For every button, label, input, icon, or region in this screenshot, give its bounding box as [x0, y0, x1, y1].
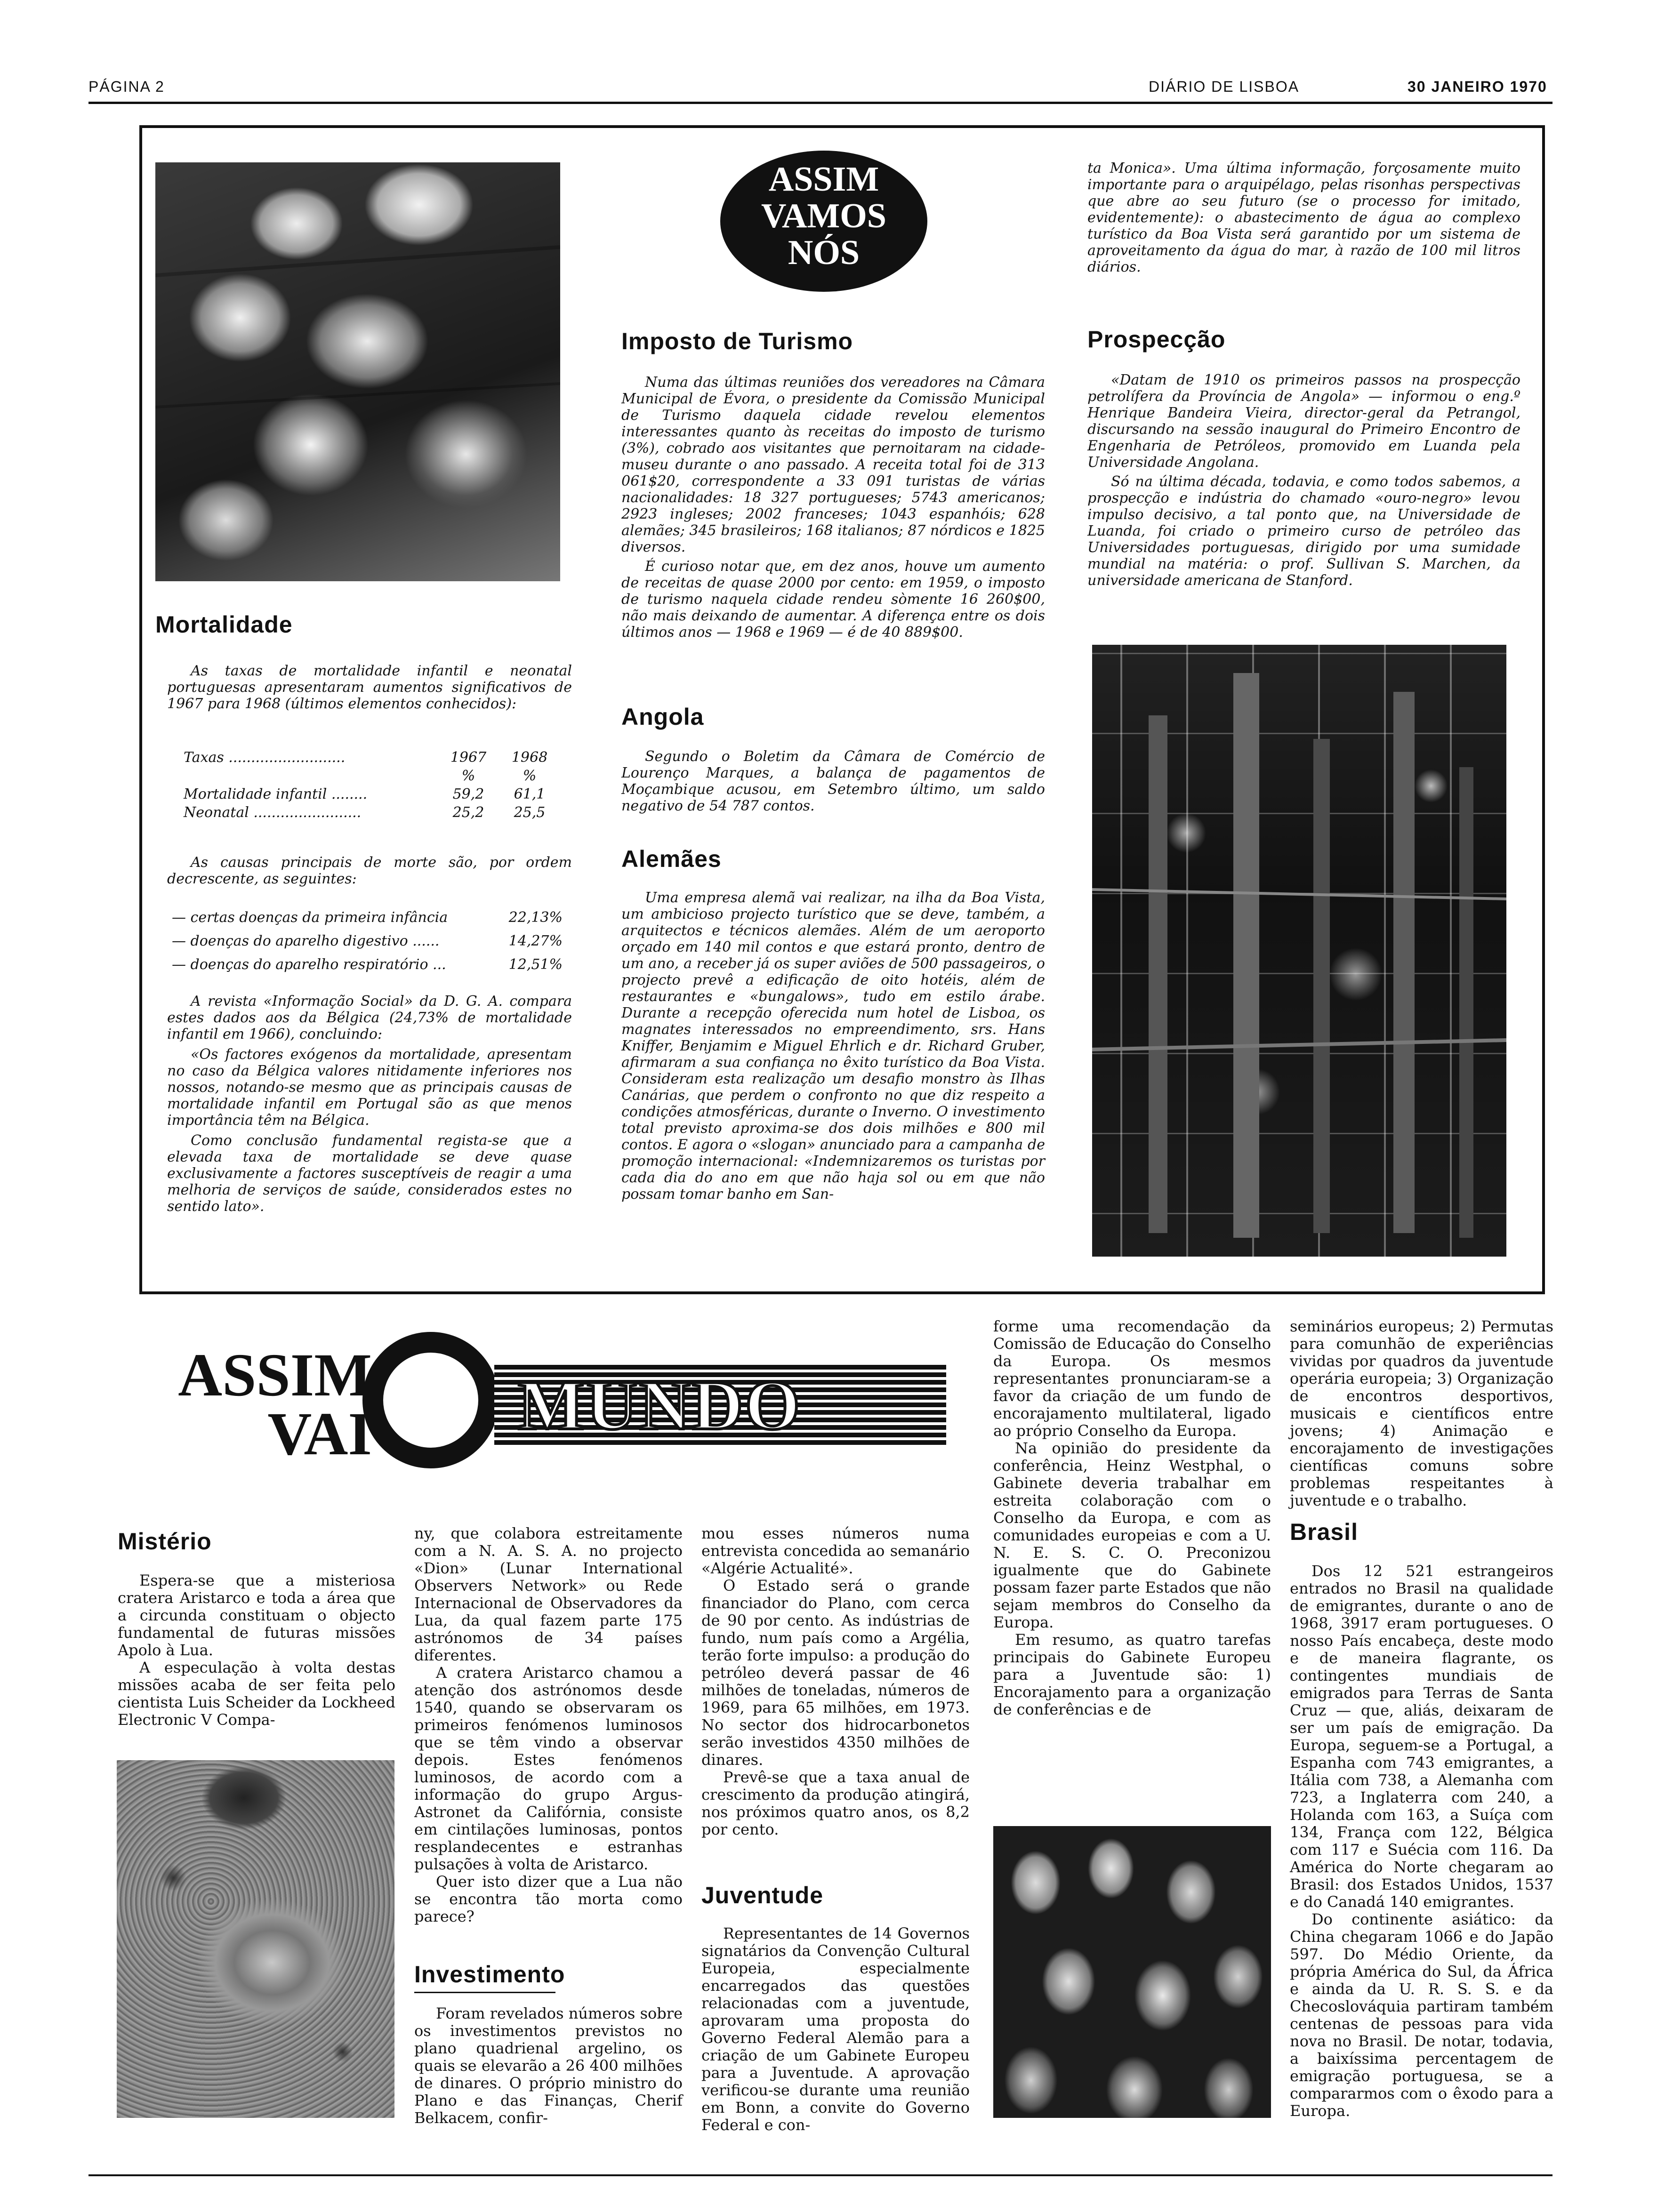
table-label: Taxas ..........................: [184, 749, 346, 766]
table-row-label: Mortalidade infantil ........: [184, 786, 368, 802]
cause-label: — certas doenças da primeira infância: [172, 909, 448, 926]
cause-value: 12,51%: [508, 956, 563, 973]
table-col-1967: 1967: [450, 749, 487, 766]
juventude-body: Representantes de 14 Governos signatários da Convenção Cultural Europeia, especialmente encarregados das questões relacionadas com a juventude, aprovaram uma proposta do Governo Federal Alemão para a criação de um Gabinete Europeu para a Juventude. A aprovação verificou-se durante uma reunião em Bonn, a convite do Governo Federal e con-: [701, 1924, 970, 2134]
refinery-photo: [1092, 645, 1506, 1257]
assim-vamos-nos-logo: ASSIM VAMOS NÓS: [720, 151, 927, 292]
mortalidade-title: Mortalidade: [155, 611, 293, 638]
cause-label: — doenças do aparelho respiratório ...: [172, 956, 446, 973]
juventude-title: Juventude: [701, 1882, 824, 1908]
angola-title: Angola: [621, 704, 704, 730]
santa-monica-text: ta Monica». Uma última informação, forçosamente muito importante para o arquipélago, pelas risonhas perspectivas que abre ao seu futuro (se o processo for imitado, evidentemente): o abastecimento de água ao complexo turístico da Boa Vista será garantido por um sistema de aproveitamento da água do mar, à razão de 100 mil litros diários.: [1087, 160, 1520, 275]
misterio-body: Espera-se que a misteriosa cratera Aristarco e toda a área que a circunda constituam o objecto fundamental de futuras missões Apolo à Lua. A especulação à volta destas missões acaba de ser feita pelo cientista Luis Scheider da Lockheed Electronic V Compa-: [118, 1571, 395, 1729]
list-item: [172, 906, 563, 930]
mortality-table: [184, 748, 560, 822]
causes-list: [172, 906, 563, 977]
table-row-label: Neonatal ........................: [184, 804, 362, 821]
col-b5-body: seminários europeus; 2) Permutas para comunhão de experiências vividas por quadros da juventude operária europeia; 3) Organização de encontros desportivos, musicais e científicos entre jovens; 4) Animação e encorajamento de investigações científicas comuns sobre problemas respeitantes à juventude e o trabalho.: [1290, 1317, 1553, 1509]
newspaper-name: DIÁRIO DE LISBOA: [1149, 78, 1300, 95]
table-cell: 59,2: [452, 786, 484, 802]
list-item: [172, 930, 563, 953]
cause-label: — doenças do aparelho digestivo ......: [172, 933, 440, 949]
brasil-title: Brasil: [1290, 1519, 1358, 1545]
alemaes-title: Alemães: [621, 846, 722, 872]
prospeccao-title: Prospecção: [1087, 326, 1226, 353]
table-row: [184, 785, 560, 803]
table-col-1968: 1968: [511, 749, 548, 766]
causes-intro: As causas principais de morte são, por ordem decrescente, as seguintes:: [167, 854, 572, 887]
list-item: [172, 953, 563, 977]
logo-assim: ASSIM: [178, 1341, 372, 1409]
page-number: PÁGINA 2: [88, 78, 165, 95]
assim-vai-o-mundo-logo: [127, 1332, 956, 1487]
cause-value: 22,13%: [508, 909, 563, 926]
alemaes-body: Uma empresa alemã vai realizar, na ilha da Boa Vista, um ambicioso projecto turístico que se deve, também, a arquitectos e técnicos alemães. Além de um aeroporto orçado em 140 mil contos e que estará pronto, dentro de um ano, a receber já os super aviões de 500 passageiros, o projecto prevê a edificação de oito hotéis, além de restaurantes e «bungalows», tudo em estilo árabe. Durante a recepção oferecida num hotel de Lisboa, os magnates interessados no empreendimento, srs. Hans Kniffer, Benjamim e Miguel Ehrlich e dr. Richard Gruber, afirmaram a sua confiança no êxito turístico da Boa Vista. Consideram esta realização um desafio monstro às Ilhas Canárias, que perdem o confronto no que diz respeito a condições atmosféricas, durante o Inverno. O investimento total previsto aproxima-se dos dois milhões e 800 mil contos. E agora o «slogan» anunciado para a campanha de promoção internacional: «Indemnizaremos os turistas por cada dia do ano em que não haja sol ou em que não possam tomar banho em San-: [621, 890, 1045, 1202]
header-rule: [88, 102, 1552, 104]
investimento-body: Foram revelados números sobre os investimentos previstos no plano quadrienal argelino, os quais se elevarão a 26 400 milhões de dinares. O próprio ministro do Plano e das Finanças, Cherif Belkacem, confir-: [414, 2004, 683, 2127]
table-pct-1968: %: [523, 768, 537, 784]
babies-photo: [155, 162, 560, 581]
cause-value: 14,27%: [508, 933, 563, 949]
logo-mundo: MUNDO: [518, 1366, 802, 1444]
imposto-body: Numa das últimas reuniões dos vereadores na Câmara Municipal de Évora, o presidente da Comissão Municipal de Turismo daquela cidade revelou elementos interessantes quanto às receitas do imposto de turismo (3%), cobrado aos visitantes que pernoitaram na cidade-museu durante o ano passado. A receita total foi de 313 061$20, correspondente a 33 091 turistas de várias nacionalidades: 18 327 portugueses; 5743 americanos; 2923 ingleses; 2002 franceses; 1043 espanhóis; 628 alemães; 345 brasileiros; 168 italianos; 87 nórdicos e 1825 diversos. É curioso notar que, em dez anos, houve um aumento de receitas de quase 2000 por cento: em 1959, o imposto de turismo naquela cidade rendeu sòmente 16 260$00, não mais deixando de aumentar. A diferença entre os dois últimos anos — 1968 e 1969 — é de 40 889$00.: [621, 374, 1045, 641]
young-people-crowd-photo: [993, 1826, 1271, 2118]
mortalidade-intro: As taxas de mortalidade infantil e neonatal portuguesas apresentaram aumentos significativos de 1967 para 1968 (últimos elementos conhecidos):: [167, 663, 572, 712]
brasil-body: Dos 12 521 estrangeiros entrados no Brasil na qualidade de emigrantes, durante o ano de 1968, 3917 eram portugueses. O nosso País encabeça, deste modo e de maneira flagrante, os contingentes mundiais de emigrados para Terras de Santa Cruz — que, aliás, deixaram de ser um país de emigração. Da Europa, seguem-se a Portugal, a Espanha com 743 emigrantes, a Itália com 738, a Alemanha com 723, a Inglaterra com 240, a Holanda com 163, a Suíça com 134, França com 122, Bélgica com 117 e Suécia com 116. Da América do Norte chegaram ao Brasil: dos Estados Unidos, 1537 e do Canadá 140 emigrantes. Do continente asiático: da China chegaram 1066 e do Japão 597. Do Médio Oriente, da própria América do Sul, da África e ainda da U. R. S. S. e da Checoslováquia partiram também centenas de pessoas para vida nova no Brasil. De notar, todavia, a baixíssima percentagem de emigração portuguesa, se a compararmos com o êxodo para a Europa.: [1290, 1562, 1553, 2120]
table-pct-1967: %: [461, 768, 475, 784]
table-cell: 25,5: [514, 804, 546, 821]
col-b2-body: ny, que colabora estreitamente com a N. A. S. A. no projecto «Dion» (Lunar International Observers Network» ou Rede Internacional de Observadores da Lua, da qual fazem parte 175 astrónomos de 34 países diferentes. A cratera Aristarco chamou a atenção dos astrónomos desde 1540, quando se observaram os primeiros fenómenos luminosos que se têm vindo a observar depois. Estes fenómenos luminosos, de acordo com a informação do grupo Argus-Astronet da Califórnia, consiste em cintilações luminosas, pontos resplandecentes e estranhas pulsações à volta de Aristarco. Quer isto dizer que a Lua não se encontra tão morta como parece?: [414, 1524, 683, 1925]
logo-o-ring: [362, 1332, 499, 1468]
footer-rule: [88, 2174, 1552, 2176]
investimento-underline: [414, 1992, 555, 1993]
angola-body: Segundo o Boletim da Câmara de Comércio de Lourenço Marques, a balança de pagamentos de Moçambique acusou, em Setembro último, um saldo negativo de 54 787 contos.: [621, 748, 1045, 814]
col-b3-body: mou esses números numa entrevista concedida ao semanário «Algérie Actualité». O Estado será o grande financiador do Plano, com cerca de 90 por cento. As indústrias de fundo, num país como a Argélia, terão forte impulso: a produção do petróleo deverá passar de 46 milhões de toneladas, números de 1969, para 65 milhões, em 1973. No sector dos hidrocarbonetos serão investidos 4350 milhões de dinares. Prevê-se que a taxa anual de crescimento da produção atingirá, nos próximos quatro anos, os 8,2 por cento.: [701, 1524, 970, 1838]
investimento-title: Investimento: [414, 1961, 565, 1988]
imposto-title: Imposto de Turismo: [621, 328, 853, 354]
table-row: [184, 803, 560, 822]
prospeccao-body: «Datam de 1910 os primeiros passos na prospecção petrolífera da Província de Angola» — informou o eng.º Henrique Bandeira Vieira, director-geral da Petrangol, discursando na sessão inaugural do Primeiro Encontro de Engenharia de Petróleos, promovido em Luanda pela Universidade Angolana. Só na última década, todavia, e como todos sabemos, a prospecção e indústria do chamado «ouro-negro» levou impulso decisivo, a tal ponto que, na Universidade de Luanda, foi criado o primeiro curso de petróleo das Universidades portuguesas, dirigido por uma sumidade mundial na matéria: o prof. Sullivan S. Marchen, da universidade americana de Stanford.: [1087, 372, 1520, 589]
logo-vai: VAI: [267, 1400, 372, 1468]
col-b4-body: forme uma recomendação da Comissão de Educação do Conselho da Europa. Os mesmos representantes pronunciaram-se a favor da criação de um fundo de encorajamento multilateral, ligado ao próprio Conselho da Europa. Na opinião do presidente da conferência, Heinz Westphal, o Gabinete deveria trabalhar em estreita colaboração com o Conselho da Europa, e com as comunidades europeias e com a U. N. E. S. C. O. Preconizou igualmente que do Gabinete possam fazer parte Estados que não sejam membros do Conselho da Europa. Em resumo, as quatro tarefas principais do Gabinete Europeu para a Juventude são: 1) Encorajamento para a organização de conferências e de: [993, 1317, 1271, 1718]
mortalidade-body: A revista «Informação Social» da D. G. A. compara estes dados aos da Bélgica (24,73% de mortalidade infantil em 1966), concluindo: «Os factores exógenos da mortalidade, apresentam no caso da Bélgica valores nitidamente inferiores nos nossos, notando-se mesmo que as principais causas de mortalidade infantil em Portugal são as que menos importância têm na Bélgica. Como conclusão fundamental regista-se que a elevada taxa de mortalidade se deve quase exclusivamente a factores susceptíveis de reagir a uma melhoria de serviços de saúde, considerados estes no sentido lato».: [167, 993, 572, 1215]
moon-crater-photo: [117, 1760, 394, 2118]
table-cell: 61,1: [514, 786, 546, 802]
issue-date: 30 JANEIRO 1970: [1408, 78, 1547, 95]
table-cell: 25,2: [452, 804, 484, 821]
misterio-title: Mistério: [118, 1528, 212, 1555]
